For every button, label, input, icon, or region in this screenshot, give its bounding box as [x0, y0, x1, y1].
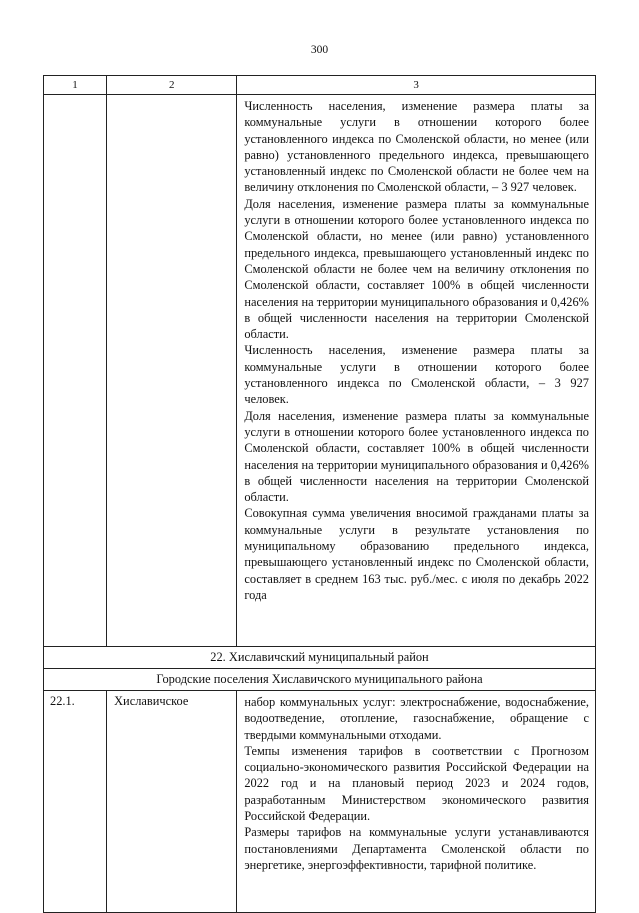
paragraph: Совокупная сумма увеличения вносимой гражданами платы за коммунальные услуги в результате установления по муниципальному образованию предельного индекса, превышающего установленный индекс по Смоленской области, составляет в среднем 163 тыс. руб./мес. с июля по декабрь 2022 года	[244, 506, 589, 602]
table-row	[44, 691, 596, 913]
empty-number-cell	[44, 95, 107, 647]
header-col-3: 3	[237, 76, 596, 95]
paragraph: Темпы изменения тарифов в соответствии с Прогнозом социально-экономического развития Российской Федерации на 2022 год и на плановый период 2023 и 2024 годов, разработанным Министерством экономического развития Российской Федерации.	[244, 743, 589, 824]
description-cell	[237, 691, 596, 913]
settlement-name: Хиславичское	[107, 691, 237, 913]
paragraph: набор коммунальных услуг: электроснабжение, водоснабжение, водоотведение, отопление, газоснабжение, обращение с твердыми коммунальными отходами.	[244, 695, 589, 742]
header-col-2: 2	[107, 76, 237, 95]
paragraph: Доля населения, изменение размера платы за коммунальные услуги в отношении которого более установленного индекса по Смоленской области, составляет 100% в общей численности населения на территории муниципального образования и 0,426% в общей численности населения на территории Смоленской области.	[244, 408, 589, 505]
header-row	[44, 76, 596, 95]
section-row	[44, 669, 596, 691]
header-col-1: 1	[44, 76, 107, 95]
empty-name-cell	[107, 95, 237, 647]
paragraph: Численность населения, изменение размера платы за коммунальные услуги в отношении которого более установленного индекса по Смоленской области, – 3 927 человек.	[244, 343, 589, 407]
section-title: Городские поселения Хиславичского муниципального района	[44, 669, 596, 691]
paragraph: Размеры тарифов на коммунальные услуги устанавливаются постановлениями Департамента Смоленской области по энергетике, энергоэффективности, тарифной политике.	[244, 825, 589, 872]
description-cell	[237, 95, 596, 647]
page-number: 300	[310, 44, 329, 56]
row-number: 22.1.	[44, 691, 107, 913]
continued-row	[44, 95, 596, 647]
paragraph: Численность населения, изменение размера платы за коммунальные услуги в отношении которого более установленного индекса по Смоленской области, но менее (или равно) установленного предельного индекса, превышающего установленный индекс по Смоленской области не более чем на величину отклонения по Смоленской области, – 3 927 человек.	[244, 99, 589, 195]
paragraph: Доля населения, изменение размера платы за коммунальные услуги в отношении которого более установленного индекса по Смоленской области, но менее (или равно) установленного предельного индекса, превышающего установленный индекс по Смоленской области не более чем на величину отклонения по Смоленской области, составляет 100% в общей численности населения на территории муниципального образования и 0,426% в общей численности населения на территории Смоленской области.	[244, 196, 589, 342]
district-row	[44, 647, 596, 669]
district-title: 22. Хиславичский муниципальный район	[44, 647, 596, 669]
document-table	[43, 75, 596, 913]
